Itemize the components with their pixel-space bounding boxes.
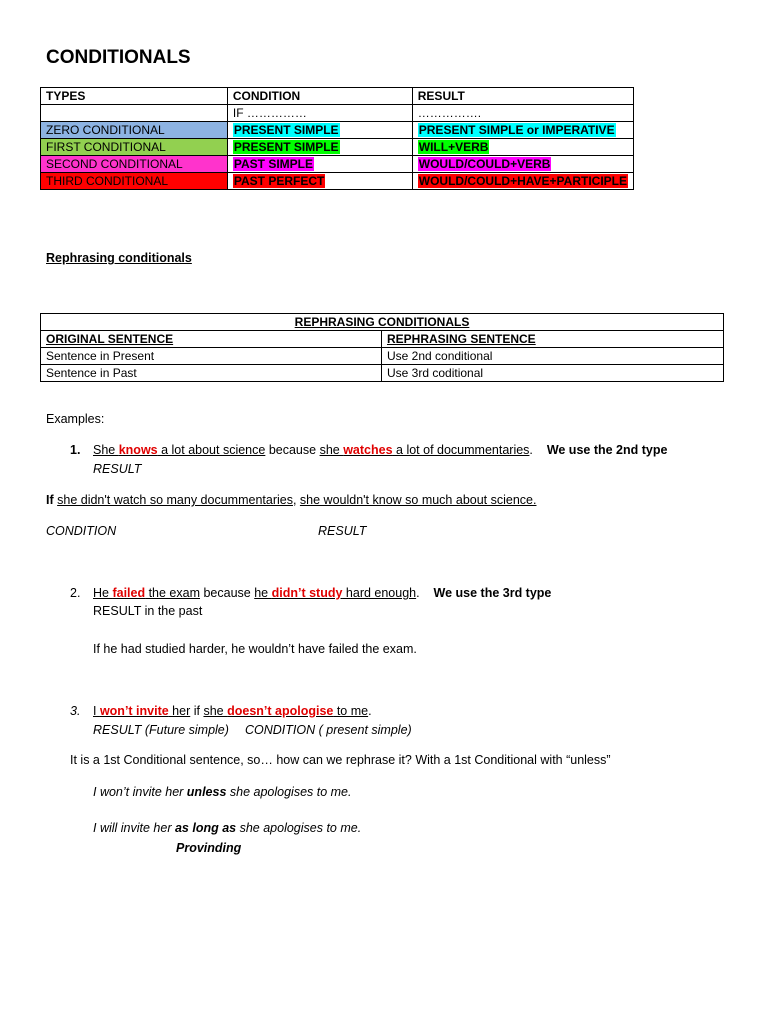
result-placeholder: …………….: [412, 105, 633, 122]
result-label: RESULT (Future simple): [93, 723, 229, 737]
providing-word: Provinding: [176, 841, 242, 855]
example-1-rephrased: If she didn't watch so many docummentaries, she wouldn't know so much about science.: [46, 493, 537, 507]
condition-text: PRESENT SIMPLE: [233, 140, 339, 154]
example-3-sentence: I won’t invite her if she doesn’t apologise to me.: [93, 704, 372, 718]
condition-text: PRESENT SIMPLE: [233, 123, 339, 137]
verb-highlight: didn’t study: [271, 586, 343, 600]
result-label: RESULT in the past: [93, 604, 203, 618]
table-row: [41, 139, 634, 156]
table-row: [41, 365, 724, 382]
condition-text: PAST SIMPLE: [233, 157, 313, 171]
clause: she watches a lot of docummentaries: [319, 443, 530, 457]
condition-cell: [227, 122, 412, 139]
condition-cell: [227, 156, 412, 173]
result-cell: [412, 173, 633, 190]
conditional-types-table: [40, 87, 634, 190]
subject: He failed the exam: [93, 586, 200, 600]
table-row: [41, 122, 634, 139]
result-cell: [412, 122, 633, 139]
rephrasing-table-title: REPHRASING CONDITIONALS: [41, 314, 724, 331]
examples-label: Examples:: [46, 412, 105, 426]
table-row: [41, 105, 634, 122]
condition-label: CONDITION: [46, 524, 117, 538]
explanation-text: It is a 1st Conditional sentence, so… how can we rephrase it? With a 1st Conditional with “unless”: [70, 753, 611, 767]
verb-highlight: watches: [343, 443, 393, 457]
result-text: WOULD/COULD+VERB: [418, 157, 551, 171]
rephrasing-heading: Rephrasing conditionals: [46, 251, 192, 265]
rephrasing-cell: Use 2nd conditional: [382, 348, 724, 365]
condition-cell: [227, 139, 412, 156]
blank-cell: [41, 105, 228, 122]
type-cell: SECOND CONDITIONAL: [41, 156, 228, 173]
condition-label: CONDITION ( present simple): [245, 723, 412, 737]
result-cell: [412, 156, 633, 173]
example-number: 1.: [70, 443, 81, 457]
example-number: 3.: [70, 704, 81, 718]
result-text: WOULD/COULD+HAVE+PARTICIPLE: [418, 174, 627, 188]
header-result: RESULT: [412, 88, 633, 105]
type-cell: FIRST CONDITIONAL: [41, 139, 228, 156]
as-long-as-sentence: I will invite her as long as she apologises to me.: [93, 821, 362, 835]
table-row: [41, 348, 724, 365]
page-title: CONDITIONALS: [46, 47, 191, 68]
result-label: RESULT: [318, 524, 367, 538]
rephrasing-table: [40, 313, 724, 382]
verb-highlight: won’t invite: [99, 704, 169, 718]
clause: she doesn’t apologise to me: [203, 704, 369, 718]
condition-cell: [227, 173, 412, 190]
header-rephrasing: REPHRASING SENTENCE: [382, 331, 724, 348]
table-header-row: [41, 88, 634, 105]
header-types: TYPES: [41, 88, 228, 105]
example-2-rephrased: If he had studied harder, he wouldn’t have failed the exam.: [93, 642, 417, 656]
verb-highlight: failed: [112, 586, 146, 600]
original-cell: Sentence in Present: [41, 348, 382, 365]
table-row: [41, 156, 634, 173]
example-1-sentence: She knows a lot about science because she watches a lot of docummentaries. We use the 2nd type: [93, 443, 668, 457]
result-text: WILL+VERB: [418, 140, 489, 154]
example-2-sentence: He failed the exam because he didn’t study hard enough. We use the 3rd type: [93, 586, 552, 600]
type-note: We use the 3rd type: [433, 586, 552, 600]
clause: he didn’t study hard enough: [254, 586, 417, 600]
table-header-row: [41, 331, 724, 348]
header-original: ORIGINAL SENTENCE: [41, 331, 382, 348]
condition-text: PAST PERFECT: [233, 174, 325, 188]
unless-sentence: I won’t invite her unless she apologises to me.: [93, 785, 352, 799]
table-row: [41, 173, 634, 190]
verb-highlight: knows: [118, 443, 158, 457]
if-placeholder: IF ……………: [227, 105, 412, 122]
result-cell: [412, 139, 633, 156]
result-label: RESULT: [93, 462, 142, 476]
subject: I won’t invite her: [93, 704, 191, 718]
table-title-row: [41, 314, 724, 331]
type-cell: ZERO CONDITIONAL: [41, 122, 228, 139]
header-condition: CONDITION: [227, 88, 412, 105]
example-number: 2.: [70, 586, 81, 600]
result-text: PRESENT SIMPLE or IMPERATIVE: [418, 123, 615, 137]
original-cell: Sentence in Past: [41, 365, 382, 382]
subject: She knows a lot about science: [93, 443, 266, 457]
rephrasing-cell: Use 3rd coditional: [382, 365, 724, 382]
verb-highlight: doesn’t apologise: [227, 704, 334, 718]
type-note: We use the 2nd type: [546, 443, 668, 457]
type-cell: THIRD CONDITIONAL: [41, 173, 228, 190]
